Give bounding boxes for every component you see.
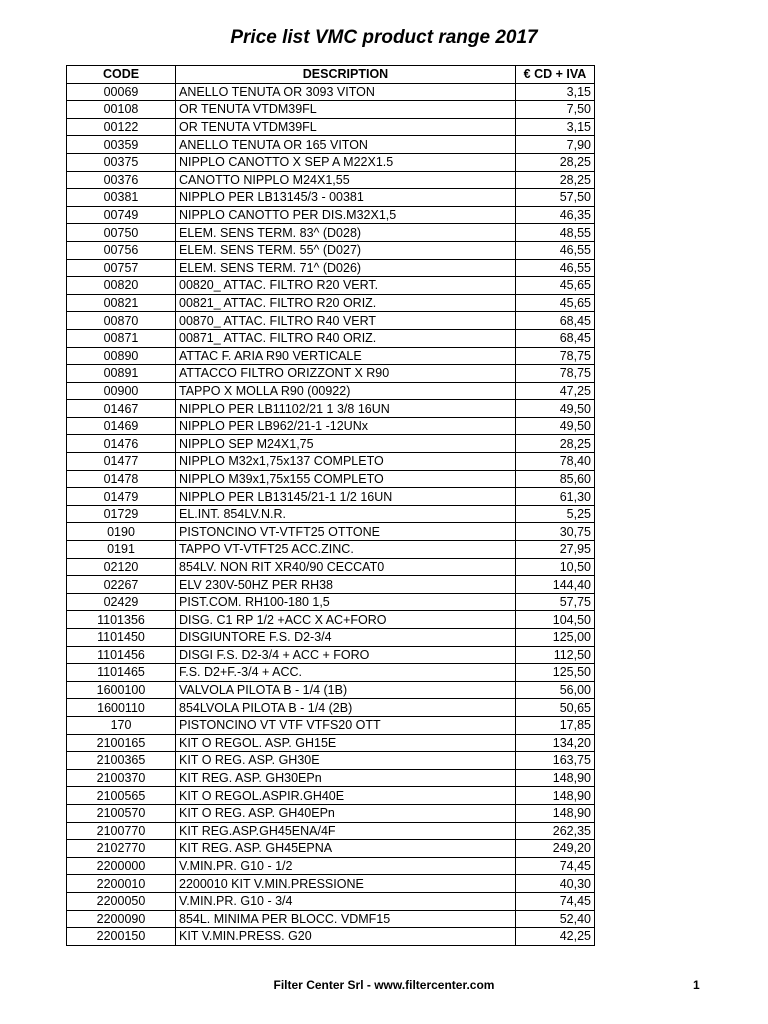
cell-price: 74,45: [516, 857, 595, 875]
table-row: [67, 716, 595, 734]
cell-description: ATTAC F. ARIA R90 VERTICALE: [176, 347, 516, 365]
table-row: [67, 928, 595, 946]
cell-code: 2100365: [67, 752, 176, 770]
cell-description: NIPPLO CANOTTO PER DIS.M32X1,5: [176, 206, 516, 224]
cell-code: 00821: [67, 294, 176, 312]
cell-description: KIT REG. ASP. GH45EPNA: [176, 840, 516, 858]
cell-code: 00376: [67, 171, 176, 189]
cell-price: 17,85: [516, 716, 595, 734]
cell-price: 30,75: [516, 523, 595, 541]
cell-description: NIPPLO PER LB13145/3 - 00381: [176, 189, 516, 207]
footer: [0, 978, 768, 992]
cell-code: 00122: [67, 118, 176, 136]
table-row: [67, 541, 595, 559]
cell-description: PISTONCINO VT VTF VTFS20 OTT: [176, 716, 516, 734]
cell-price: 56,00: [516, 681, 595, 699]
table-row: [67, 857, 595, 875]
table-header-row: [67, 66, 595, 84]
cell-description: TAPPO X MOLLA R90 (00922): [176, 382, 516, 400]
footer-website-link[interactable]: www.filtercenter.com: [374, 978, 495, 992]
cell-description: KIT O REG. ASP. GH30E: [176, 752, 516, 770]
table-row: [67, 593, 595, 611]
cell-price: 49,50: [516, 400, 595, 418]
cell-price: 5,25: [516, 505, 595, 523]
cell-price: 57,50: [516, 189, 595, 207]
table-row: [67, 699, 595, 717]
cell-code: 1600100: [67, 681, 176, 699]
cell-description: NIPPLO M32x1,75x137 COMPLETO: [176, 453, 516, 471]
cell-code: 00900: [67, 382, 176, 400]
table-row: [67, 224, 595, 242]
cell-code: 2200000: [67, 857, 176, 875]
cell-price: 78,40: [516, 453, 595, 471]
cell-description: NIPPLO PER LB13145/21-1 1/2 16UN: [176, 488, 516, 506]
table-row: [67, 171, 595, 189]
cell-price: 262,35: [516, 822, 595, 840]
cell-price: 148,90: [516, 769, 595, 787]
cell-price: 45,65: [516, 277, 595, 295]
cell-description: OR TENUTA VTDM39FL: [176, 118, 516, 136]
cell-price: 42,25: [516, 928, 595, 946]
cell-price: 148,90: [516, 804, 595, 822]
cell-description: ELEM. SENS TERM. 71^ (D026): [176, 259, 516, 277]
table-row: [67, 558, 595, 576]
cell-code: 00871: [67, 329, 176, 347]
cell-description: V.MIN.PR. G10 - 1/2: [176, 857, 516, 875]
footer-separator: -: [363, 978, 375, 992]
cell-code: 00891: [67, 365, 176, 383]
cell-description: 854L. MINIMA PER BLOCC. VDMF15: [176, 910, 516, 928]
table-row: [67, 417, 595, 435]
cell-description: KIT O REG. ASP. GH40EPn: [176, 804, 516, 822]
footer-company: Filter Center Srl: [273, 978, 364, 992]
cell-description: ANELLO TENUTA OR 3093 VITON: [176, 83, 516, 101]
table-row: [67, 136, 595, 154]
cell-price: 104,50: [516, 611, 595, 629]
cell-price: 28,25: [516, 171, 595, 189]
cell-code: 1101465: [67, 664, 176, 682]
cell-description: ANELLO TENUTA OR 165 VITON: [176, 136, 516, 154]
cell-price: 40,30: [516, 875, 595, 893]
table-row: [67, 505, 595, 523]
cell-code: 00359: [67, 136, 176, 154]
cell-code: 00820: [67, 277, 176, 295]
table-row: [67, 664, 595, 682]
cell-code: 2200050: [67, 892, 176, 910]
cell-description: PIST.COM. RH100-180 1,5: [176, 593, 516, 611]
cell-code: 2100370: [67, 769, 176, 787]
cell-price: 144,40: [516, 576, 595, 594]
cell-code: 00870: [67, 312, 176, 330]
table-row: [67, 629, 595, 647]
column-header-code: CODE: [67, 66, 176, 84]
cell-description: ELEM. SENS TERM. 55^ (D027): [176, 241, 516, 259]
table-row: [67, 118, 595, 136]
cell-price: 7,50: [516, 101, 595, 119]
table-row: [67, 365, 595, 383]
cell-price: 249,20: [516, 840, 595, 858]
cell-code: 2102770: [67, 840, 176, 858]
cell-description: ELEM. SENS TERM. 83^ (D028): [176, 224, 516, 242]
cell-description: 00871_ ATTAC. FILTRO R40 ORIZ.: [176, 329, 516, 347]
cell-code: 02120: [67, 558, 176, 576]
cell-code: 00750: [67, 224, 176, 242]
table-row: [67, 576, 595, 594]
table-row: [67, 611, 595, 629]
cell-code: 0191: [67, 541, 176, 559]
cell-code: 2100570: [67, 804, 176, 822]
table-row: [67, 840, 595, 858]
table-row: [67, 206, 595, 224]
table-row: [67, 875, 595, 893]
table-row: [67, 910, 595, 928]
cell-description: 00821_ ATTAC. FILTRO R20 ORIZ.: [176, 294, 516, 312]
cell-price: 28,25: [516, 153, 595, 171]
cell-price: 125,50: [516, 664, 595, 682]
cell-code: 2200010: [67, 875, 176, 893]
cell-code: 00757: [67, 259, 176, 277]
cell-price: 85,60: [516, 470, 595, 488]
cell-price: 28,25: [516, 435, 595, 453]
cell-price: 68,45: [516, 329, 595, 347]
column-header-description: DESCRIPTION: [176, 66, 516, 84]
cell-code: 0190: [67, 523, 176, 541]
table-row: [67, 769, 595, 787]
cell-code: 00375: [67, 153, 176, 171]
cell-price: 27,95: [516, 541, 595, 559]
page-title: Price list VMC product range 2017: [230, 27, 538, 48]
cell-price: 3,15: [516, 118, 595, 136]
cell-description: ELV 230V-50HZ PER RH38: [176, 576, 516, 594]
table-row: [67, 294, 595, 312]
cell-description: NIPPLO CANOTTO X SEP A M22X1.5: [176, 153, 516, 171]
cell-code: 01476: [67, 435, 176, 453]
cell-description: VALVOLA PILOTA B - 1/4 (1B): [176, 681, 516, 699]
cell-code: 2200090: [67, 910, 176, 928]
table-row: [67, 83, 595, 101]
table-row: [67, 347, 595, 365]
cell-price: 134,20: [516, 734, 595, 752]
cell-price: 78,75: [516, 347, 595, 365]
cell-price: 57,75: [516, 593, 595, 611]
cell-description: NIPPLO PER LB11102/21 1 3/8 16UN: [176, 400, 516, 418]
table-row: [67, 752, 595, 770]
cell-price: 148,90: [516, 787, 595, 805]
cell-description: EL.INT. 854LV.N.R.: [176, 505, 516, 523]
cell-description: NIPPLO PER LB962/21-1 -12UNx: [176, 417, 516, 435]
cell-price: 10,50: [516, 558, 595, 576]
cell-price: 112,50: [516, 646, 595, 664]
cell-price: 3,15: [516, 83, 595, 101]
cell-price: 68,45: [516, 312, 595, 330]
cell-price: 45,65: [516, 294, 595, 312]
table-body: [67, 83, 595, 945]
cell-code: 00749: [67, 206, 176, 224]
cell-description: NIPPLO SEP M24X1,75: [176, 435, 516, 453]
cell-price: 46,55: [516, 241, 595, 259]
table-row: [67, 382, 595, 400]
cell-description: DISG. C1 RP 1/2 +ACC X AC+FORO: [176, 611, 516, 629]
cell-description: 854LV. NON RIT XR40/90 CECCAT0: [176, 558, 516, 576]
cell-code: 01479: [67, 488, 176, 506]
cell-description: ATTACCO FILTRO ORIZZONT X R90: [176, 365, 516, 383]
cell-description: KIT REG.ASP.GH45ENA/4F: [176, 822, 516, 840]
table-row: [67, 734, 595, 752]
cell-code: 1101356: [67, 611, 176, 629]
cell-description: F.S. D2+F.-3/4 + ACC.: [176, 664, 516, 682]
cell-price: 48,55: [516, 224, 595, 242]
table-row: [67, 259, 595, 277]
cell-description: 2200010 KIT V.MIN.PRESSIONE: [176, 875, 516, 893]
cell-price: 61,30: [516, 488, 595, 506]
column-header-price: € CD + IVA: [516, 66, 595, 84]
cell-description: PISTONCINO VT-VTFT25 OTTONE: [176, 523, 516, 541]
cell-code: 00069: [67, 83, 176, 101]
cell-code: 2200150: [67, 928, 176, 946]
cell-price: 78,75: [516, 365, 595, 383]
cell-price: 74,45: [516, 892, 595, 910]
cell-description: KIT V.MIN.PRESS. G20: [176, 928, 516, 946]
cell-description: DISGIUNTORE F.S. D2-3/4: [176, 629, 516, 647]
table-row: [67, 435, 595, 453]
cell-description: KIT REG. ASP. GH30EPn: [176, 769, 516, 787]
cell-code: 00108: [67, 101, 176, 119]
price-table: [66, 65, 595, 946]
cell-description: 00820_ ATTAC. FILTRO R20 VERT.: [176, 277, 516, 295]
table-row: [67, 400, 595, 418]
table-row: [67, 892, 595, 910]
table-row: [67, 312, 595, 330]
cell-description: 00870_ ATTAC. FILTRO R40 VERT: [176, 312, 516, 330]
table-row: [67, 470, 595, 488]
cell-description: 854LVOLA PILOTA B - 1/4 (2B): [176, 699, 516, 717]
cell-description: CANOTTO NIPPLO M24X1,55: [176, 171, 516, 189]
cell-price: 163,75: [516, 752, 595, 770]
cell-code: 2100565: [67, 787, 176, 805]
cell-code: 00890: [67, 347, 176, 365]
table-row: [67, 101, 595, 119]
table-row: [67, 804, 595, 822]
table-row: [67, 523, 595, 541]
cell-description: NIPPLO M39x1,75x155 COMPLETO: [176, 470, 516, 488]
cell-description: DISGI F.S. D2-3/4 + ACC + FORO: [176, 646, 516, 664]
cell-code: 01469: [67, 417, 176, 435]
table-row: [67, 787, 595, 805]
table-row: [67, 241, 595, 259]
table-row: [67, 681, 595, 699]
table-row: [67, 646, 595, 664]
cell-price: 125,00: [516, 629, 595, 647]
cell-code: 170: [67, 716, 176, 734]
cell-code: 01467: [67, 400, 176, 418]
cell-code: 00756: [67, 241, 176, 259]
table-row: [67, 453, 595, 471]
cell-description: OR TENUTA VTDM39FL: [176, 101, 516, 119]
cell-code: 1101456: [67, 646, 176, 664]
table-row: [67, 329, 595, 347]
table-row: [67, 822, 595, 840]
cell-code: 02429: [67, 593, 176, 611]
cell-code: 01729: [67, 505, 176, 523]
cell-price: 47,25: [516, 382, 595, 400]
table-row: [67, 153, 595, 171]
cell-description: V.MIN.PR. G10 - 3/4: [176, 892, 516, 910]
table-row: [67, 277, 595, 295]
cell-price: 49,50: [516, 417, 595, 435]
cell-code: 1101450: [67, 629, 176, 647]
cell-price: 50,65: [516, 699, 595, 717]
cell-price: 52,40: [516, 910, 595, 928]
page-number: 1: [693, 978, 700, 992]
cell-price: 46,55: [516, 259, 595, 277]
cell-code: 00381: [67, 189, 176, 207]
cell-code: 1600110: [67, 699, 176, 717]
cell-price: 46,35: [516, 206, 595, 224]
cell-price: 7,90: [516, 136, 595, 154]
cell-description: KIT O REGOL. ASP. GH15E: [176, 734, 516, 752]
table-row: [67, 488, 595, 506]
cell-description: TAPPO VT-VTFT25 ACC.ZINC.: [176, 541, 516, 559]
cell-code: 2100770: [67, 822, 176, 840]
table-row: [67, 189, 595, 207]
cell-code: 02267: [67, 576, 176, 594]
cell-code: 01477: [67, 453, 176, 471]
cell-description: KIT O REGOL.ASPIR.GH40E: [176, 787, 516, 805]
cell-code: 01478: [67, 470, 176, 488]
cell-code: 2100165: [67, 734, 176, 752]
